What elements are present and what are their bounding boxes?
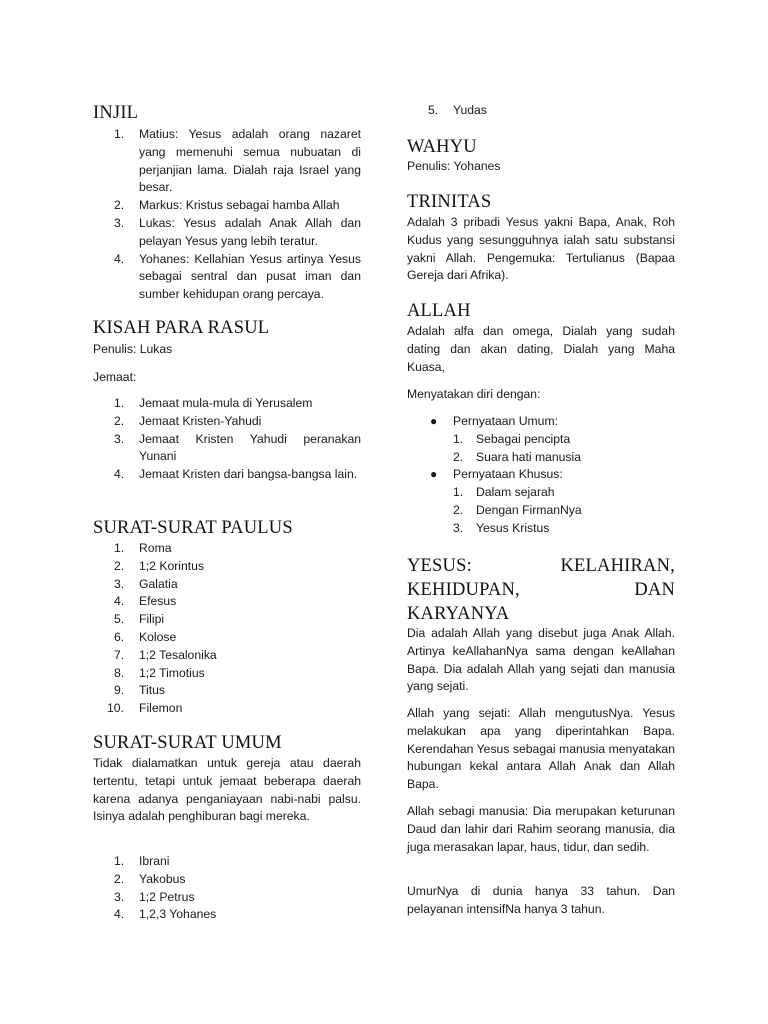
umum-list (93, 853, 361, 924)
heading-yesus-line-2: KEHIDUPAN, DAN (407, 580, 675, 600)
list-item: 3. Jemaat Kristen Yahudi peranakan Yunani (114, 431, 361, 464)
list-item: 2. Suara hati manusia (453, 449, 582, 464)
list-item: 3. Yesus Kristus (453, 520, 550, 535)
list-item: ● Pernyataan Umum: 1. Sebagai pencipta 2. Suara hati manusia (407, 413, 675, 466)
list-item: 3. Galatia (114, 576, 178, 591)
heading-surat-umum: SURAT-SURAT UMUM (93, 733, 282, 753)
yesus-paragraph-1: Dia adalah Allah yang disebut juga Anak Allah. Artinya keAllahanNya sama dengan keAllahan Bapa. Dia adalah Allah yang sejati dan manusia yang sejati. (407, 626, 675, 694)
list-item: 2. Markus: Kristus sebagai hamba Allah (114, 198, 340, 213)
list-item: 3. 1;2 Petrus (114, 889, 195, 904)
umum-sublist (453, 431, 675, 467)
list-item: 5. Yudas (428, 103, 487, 117)
list-item: 9. Titus (114, 683, 165, 698)
list-item: 6. Kolose (114, 629, 177, 644)
kisah-penulis: Penulis: Lukas (93, 342, 173, 356)
injil-list (93, 126, 361, 304)
list-item: 4. Efesus (114, 594, 177, 609)
heading-surat-paulus: SURAT-SURAT PAULUS (93, 518, 293, 538)
list-item: 2. 1;2 Korintus (114, 558, 205, 573)
heading-kisah-para-rasul: KISAH PARA RASUL (93, 318, 270, 338)
jemaat-list (93, 395, 361, 484)
list-item: 2. Jemaat Kristen-Yahudi (114, 413, 262, 428)
list-item: 1. Dalam sejarah (453, 485, 555, 500)
bullet-icon: ● (430, 467, 438, 482)
heading-yesus (407, 554, 675, 626)
kisah-jemaat-label: Jemaat: (93, 370, 137, 384)
wahyu-penulis: Penulis: Yohanes (407, 159, 501, 173)
heading-trinitas: TRINITAS (407, 192, 492, 212)
list-item: 4. Jemaat Kristen dari bangsa-bangsa lain. (114, 467, 358, 482)
list-item: 4. Yohanes: Kellahian Yesus artinya Yesus sebagai sentral dan pusat iman dan sumber kehidupan orang percaya. (114, 251, 361, 302)
yesus-paragraph-3: Allah sebagi manusia: Dia merupakan keturunan Daud dan lahir dari Rahim seorang manusia, dia juga merasakan lapar, haus, tidur, dan sedih. (407, 804, 675, 854)
list-item: 1. Jemaat mula-mula di Yerusalem (114, 396, 313, 410)
umum-paragraph: Tidak dialamatkan untuk gereja atau daerah tertentu, tetapi untuk jemaat beberapa daerah karena adanya penganiayaan nabi-nabi palsu. Isinya adalah penghiburan bagi mereka. (93, 756, 361, 824)
list-item: 5. Filipi (114, 612, 165, 627)
list-item: 2. Yakobus (114, 871, 186, 886)
list-item: 1. Sebagai pencipta (453, 431, 571, 446)
heading-injil: INJIL (93, 103, 139, 123)
trinitas-paragraph: Adalah 3 pribadi Yesus yakni Bapa, Anak, Roh Kudus yang sesungguhnya ialah satu substansi yakni Allah. Pengemuka: Tertulianus (Bapaa Gereja dari Afrika). (407, 215, 675, 283)
list-item: 7. 1;2 Tesalonika (114, 647, 217, 662)
paulus-list (93, 540, 361, 718)
list-item: 2. Dengan FirmanNya (453, 502, 582, 517)
umum-list-continued (407, 102, 675, 120)
heading-yesus-line-1: YESUS: KELAHIRAN, (407, 556, 675, 576)
list-item: 8. 1;2 Timotius (114, 665, 205, 680)
heading-allah: ALLAH (407, 301, 471, 321)
khusus-sublist (453, 484, 675, 537)
list-item: 10. Filemon (107, 701, 183, 716)
list-item: 1. Matius: Yesus adalah orang nazaret yang memenuhi semua nubuatan di perjanjian lama. Dialah raja Israel yang besar. (114, 127, 361, 195)
yesus-paragraph-2: Allah yang sejati: Allah mengutusNya. Yesus melakukan apa yang diperintahkan Bapa. Kerendahan Yesus sebagai manusia menyatakan hubungan kekal antara Allah Anak dan Allah Bapa. (407, 706, 675, 792)
allah-pernyataan-list (407, 413, 675, 538)
list-item: ● Pernyataan Khusus: 1. Dalam sejarah 2. Dengan FirmanNya 3. Yesus Kristus (407, 466, 675, 537)
allah-paragraph: Adalah alfa dan omega, Dialah yang sudah dating dan akan dating, Dialah yang Maha Kuasa, (407, 324, 675, 374)
bullet-icon: ● (430, 414, 438, 428)
list-item: 4. 1,2,3 Yohanes (114, 907, 217, 922)
list-item: 1. Roma (114, 541, 172, 555)
heading-yesus-line-3: KARYANYA (407, 604, 510, 624)
allah-menyatakan: Menyatakan diri dengan: (407, 387, 541, 401)
heading-wahyu: WAHYU (407, 137, 477, 157)
list-item: 3. Lukas: Yesus adalah Anak Allah dan pelayan Yesus yang lebih teratur. (114, 215, 361, 248)
list-item: 1. Ibrani (114, 854, 170, 868)
yesus-paragraph-4: UmurNya di dunia hanya 33 tahun. Dan pelayanan intensifNa hanya 3 tahun. (407, 884, 675, 916)
